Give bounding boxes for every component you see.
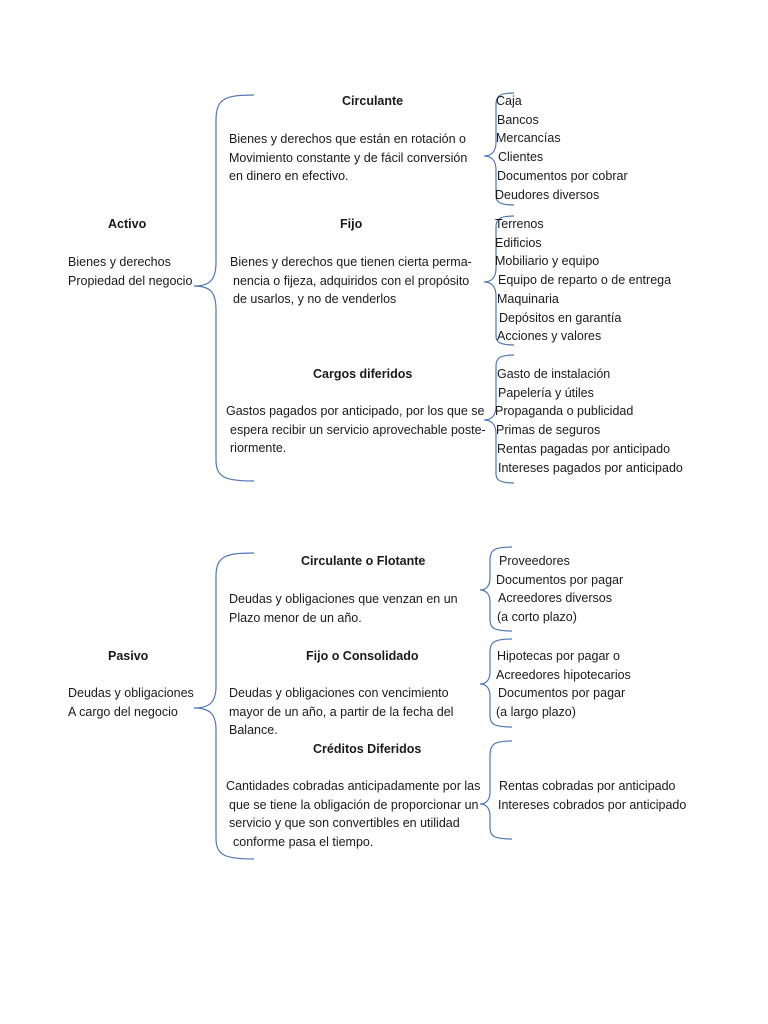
activo-cargos-item: Primas de seguros — [496, 423, 601, 438]
activo-cargos-item: Propaganda o publicidad — [495, 404, 634, 419]
activo-fijo-item: Terrenos — [495, 217, 544, 231]
pasivo-circulante-item: Documentos por pagar — [496, 572, 624, 587]
activo-fijo-desc: de usarlos, y no de venderlos — [233, 292, 397, 307]
activo-circulante-heading: Circulante — [342, 94, 404, 108]
activo-circulante-item: Mercancías — [496, 131, 561, 146]
activo-circulante-desc: en dinero en efectivo. — [229, 169, 349, 184]
pasivo-circulante-item: Acreedores diversos — [498, 591, 612, 606]
pasivo-desc-line: A cargo del negocio — [68, 704, 178, 719]
activo-circulante-desc: Bienes y derechos que están en rotación o — [229, 132, 466, 146]
activo-cargos-item: Intereses pagados por anticipado — [498, 460, 683, 475]
activo-cargos-desc: espera recibir un servicio aprovechable poste- — [230, 422, 486, 437]
activo-cargos-desc: riormente. — [230, 441, 287, 456]
activo-cargos-item: Gasto de instalación — [497, 367, 611, 381]
activo-circulante-item: Deudores diversos — [495, 188, 600, 202]
activo-cargos-desc: Gastos pagados por anticipado, por los que se — [226, 404, 485, 418]
pasivo-creditos-heading: Créditos Diferidos — [313, 742, 422, 756]
pasivo-fijo-item: (a largo plazo) — [496, 705, 576, 720]
pasivo-creditos-item: Rentas cobradas por anticipado — [499, 779, 676, 793]
pasivo-circulante-desc: Plazo menor de un año. — [229, 610, 362, 625]
pasivo-fijo-item: Acreedores hipotecarios — [496, 667, 631, 682]
pasivo-creditos-desc: conforme pasa el tiempo. — [233, 835, 374, 850]
activo-circulante-item: Bancos — [497, 112, 539, 127]
activo-fijo-item: Depósitos en garantía — [499, 310, 622, 325]
pasivo-fijo-desc: Balance. — [229, 723, 278, 738]
pasivo-desc-line: Deudas y obligaciones — [68, 686, 194, 700]
pasivo-creditos-desc: Cantidades cobradas anticipadamente por las — [226, 779, 481, 793]
activo-title: Activo — [108, 217, 147, 231]
activo-fijo-item: Mobiliario y equipo — [495, 254, 600, 269]
pasivo-fijo-desc: Deudas y obligaciones con vencimiento — [229, 686, 449, 700]
pasivo-circulante-item: (a corto plazo) — [497, 610, 577, 625]
pasivo-circulante-desc: Deudas y obligaciones que venzan en un — [229, 592, 458, 606]
activo-cargos-item: Rentas pagadas por anticipado — [497, 441, 671, 456]
pasivo-fijo-item: Hipotecas por pagar o — [497, 649, 620, 663]
activo-fijo-item: Equipo de reparto o de entrega — [498, 273, 672, 288]
activo-desc-line: Bienes y derechos — [68, 255, 171, 269]
pasivo-circulante-heading: Circulante o Flotante — [301, 554, 426, 568]
pasivo-title: Pasivo — [108, 649, 149, 663]
activo-fijo-item: Edificios — [495, 235, 542, 250]
pasivo-fijo-item: Documentos por pagar — [498, 686, 626, 701]
activo-cargos-item: Papelería y útiles — [498, 385, 594, 400]
activo-cargos-heading: Cargos diferidos — [313, 367, 413, 381]
activo-circulante-desc: Movimiento constante y de fácil conversión — [229, 150, 468, 165]
activo-fijo-item: Maquinaria — [497, 291, 559, 306]
activo-desc-line: Propiedad del negocio — [68, 273, 193, 288]
pasivo-fijo-heading: Fijo o Consolidado — [306, 649, 419, 663]
activo-fijo-heading: Fijo — [340, 217, 363, 231]
activo-circulante-item: Caja — [496, 94, 522, 108]
activo-fijo-desc: Bienes y derechos que tienen cierta perma- — [230, 255, 472, 269]
activo-circulante-item: Clientes — [498, 150, 544, 165]
activo-fijo-desc: nencia o fijeza, adquiridos con el propósito — [233, 273, 470, 288]
pasivo-creditos-item: Intereses cobrados por anticipado — [498, 798, 687, 812]
pasivo-fijo-desc: mayor de un año, a partir de la fecha del — [229, 704, 454, 719]
pasivo-circulante-item: Proveedores — [499, 554, 570, 568]
activo-fijo-item: Acciones y valores — [497, 329, 602, 344]
pasivo-creditos-desc: que se tiene la obligación de proporcionar un — [229, 797, 479, 812]
activo-circulante-item: Documentos por cobrar — [497, 168, 628, 183]
pasivo-creditos-desc: servicio y que son convertibles en utilidad — [229, 816, 460, 831]
